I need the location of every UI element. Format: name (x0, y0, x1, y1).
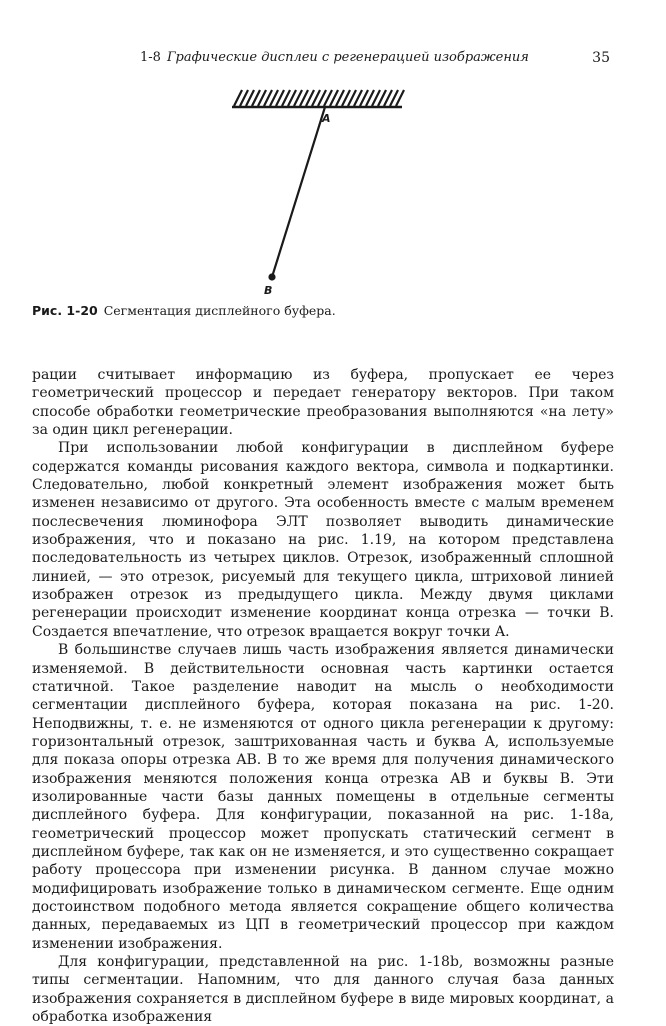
section-title: Графические дисплеи с регенерацией изображения (166, 50, 529, 65)
page-number: 35 (592, 50, 610, 66)
segment-ab (272, 107, 325, 277)
paragraph: В большинстве случаев лишь часть изображения является динамически изменяемой. В действительности основная часть картинки остается статичной. Такое разделение наводит на мысль о необходимости сегментации дисплейного буфера, которая показана на рис. 1-20. Неподвижны, т. е. не изменяются от одного цикла регенерации к другому: горизонтальный отрезок, заштрихованная часть и буква A, используемые для показа опоры отрезка AB. В то же время для получения динамического изображения меняются положения конца отрезка AB и буквы B. Эти изолированные части базы данных помещены в отдельные сегменты дисплейного буфера. Для конфигурации, показанной на рис. 1-18a, геометрический процессор может пропускать статический сегмент в дисплейном буфере, так как он не изменяется, и это существенно сокращает работу процессора при изменении рисунка. В данном случае можно модифицировать изображение только в динамическом сегменте. Еще одним достоинством подобного метода является сокращение общего количества данных, передаваемых из ЦП в геометрический процессор при каждом изменении изображения. (32, 642, 614, 952)
figure-caption (32, 302, 592, 320)
figure-pendulum (230, 84, 420, 294)
point-b-marker (268, 273, 275, 280)
body-text (32, 366, 614, 1026)
paragraph: При использовании любой конфигурации в дисплейном буфере содержатся команды рисования каждого вектора, символа и подкартинки. Следовательно, любой конкретный элемент изображения может быть изменен независимо от другого. Эта особенность вместе с малым временем послесвечения люминофора ЭЛТ позволяет выводить динамические изображения, что и показано на рис. 1.19, на котором представлена последовательность из четырех циклов. Отрезок, изображенный сплошной линией, — это отрезок, рисуемый для текущего цикла, штриховой линией изображен отрезок из предыдущего цикла. Между двумя циклами регенерации происходит изменение координат конца отрезка — точки B. Создается впечатление, что отрезок вращается вокруг точки A. (32, 440, 614, 640)
paragraph: рации считывает информацию из буфера, пропускает ее через геометрический процессор и передает генератору векторов. При таком способе обработки геометрические преобразования выполняются «на лету» за один цикл регенерации. (32, 367, 614, 439)
section-number: 1-8 (140, 50, 161, 65)
paragraph: Для конфигурации, представленной на рис. 1-18b, возможны разные типы сегментации. Напомним, что для данного случая база данных изображения сохраняется в дисплейном буфере в виде мировых координат, а обработка изображения (32, 954, 614, 1026)
figure-diagram (230, 84, 420, 294)
running-header (140, 48, 610, 68)
caption-text: Сегментация дисплейного буфера. (103, 303, 336, 318)
section-heading (140, 48, 529, 68)
point-b-label: B (264, 284, 273, 294)
caption-label: Рис. 1-20 (32, 303, 98, 318)
hatched-support (232, 90, 404, 107)
point-a-label: A (322, 112, 331, 125)
